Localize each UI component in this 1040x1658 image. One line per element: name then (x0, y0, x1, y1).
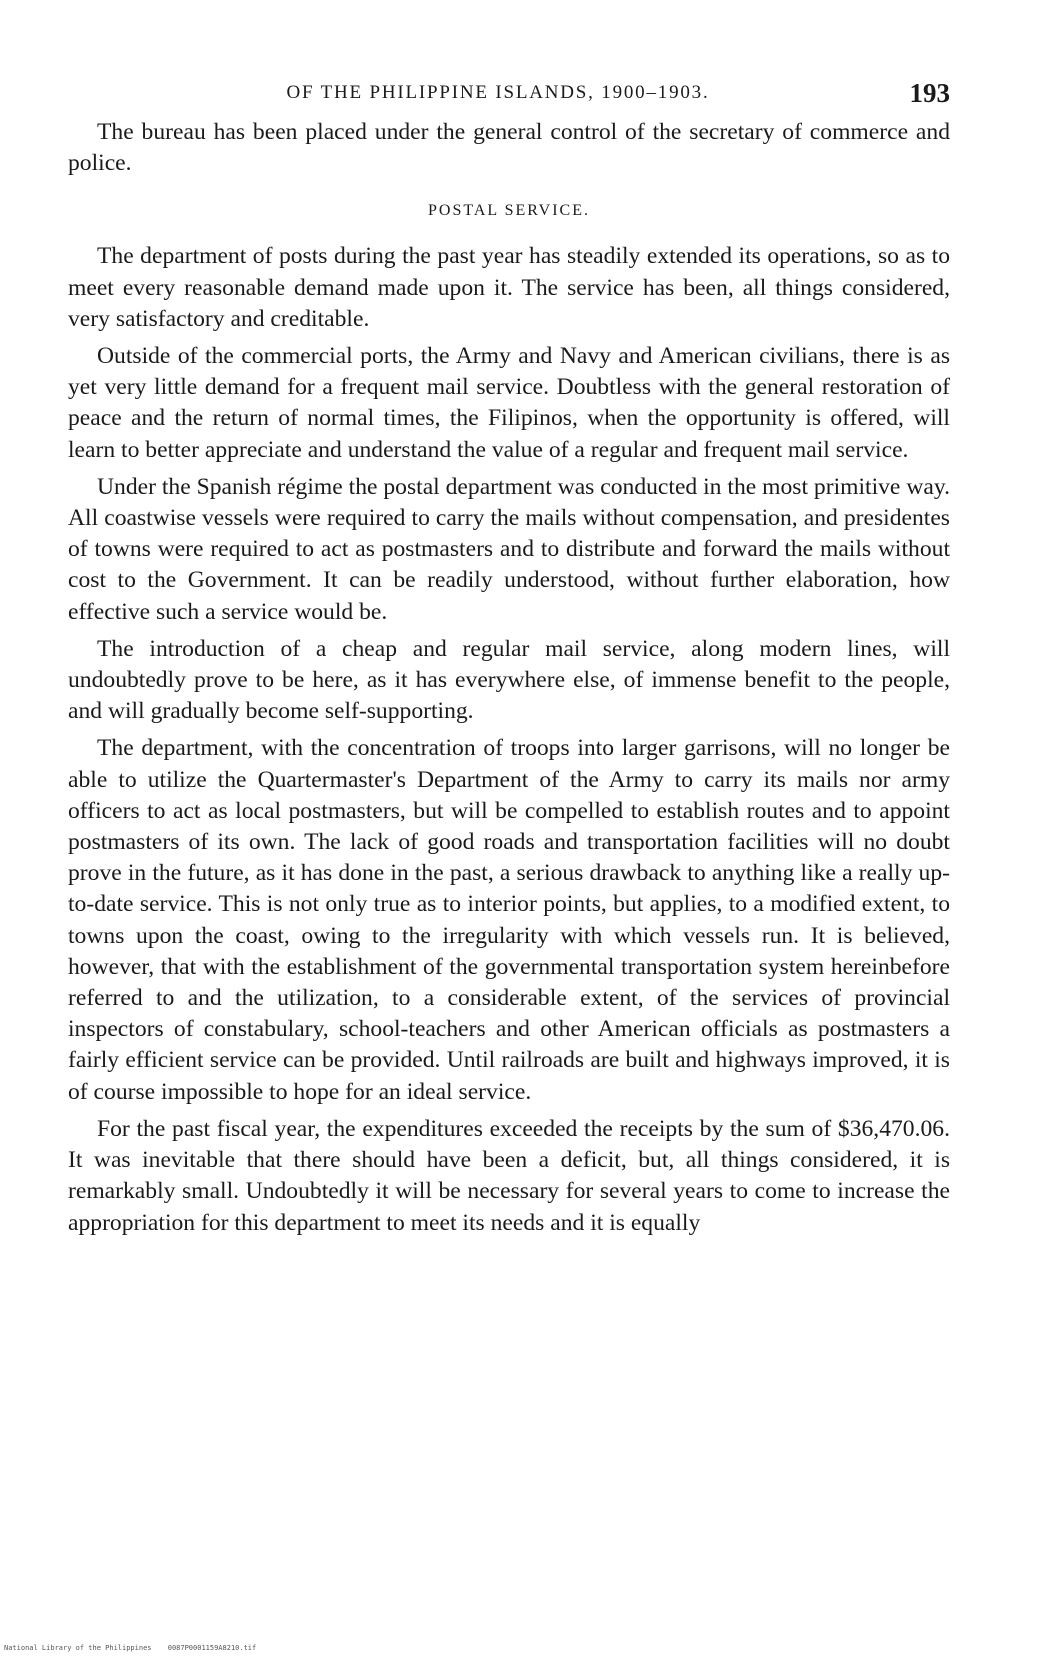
paragraph: The introduction of a cheap and regular mail service, along modern lines, will undoubtedly prove to be here, as it has everywhere else, of immense benefit to the people, and will gradually become self-supporting. (68, 635, 950, 725)
footer-library: National Library of the Philippines (4, 1644, 152, 1652)
paragraph: The bureau has been placed under the general control of the secretary of commerce and police. (68, 119, 950, 177)
scan-footer (4, 1644, 268, 1652)
page-number: 193 (909, 78, 950, 108)
footer-file-id: 0087P0001159A8210.tif (167, 1644, 257, 1652)
paragraph: For the past fiscal year, the expenditures exceeded the receipts by the sum of $36,470.06. It was inevitable that there should have been a deficit, but, all things considered, it is remarkably small. Undoubtedly it will be necessary for several years to come to increase the appropriation for this department to meet its needs and it is equally (68, 1115, 950, 1236)
section-heading-postal-service: POSTAL SERVICE. (428, 202, 590, 220)
paragraph: The department, with the concentration of troops into larger garrisons, will no longer be able to utilize the Quartermaster's Department of the Army to carry its mails nor army officers to act as local postmasters, but will be compelled to establish routes and to appoint postmasters of its own. The lack of good roads and transportation facilities will no doubt prove in the future, as it has done in the past, a serious drawback to anything like a really up-to-date service. This is not only true as to interior points, but applies, to a modified extent, to towns upon the coast, owing to the irregularity with which vessels run. It is believed, however, that with the establishment of the governmental transportation system hereinbefore referred to and the utilization, to a considerable extent, of the services of provincial inspectors of constabulary, school-teachers and other American officials as postmasters a fairly efficient service can be provided. Until railroads are built and highways improved, it is of course impossible to hope for an ideal service. (68, 735, 950, 1105)
running-head (68, 78, 950, 108)
body-text (68, 117, 950, 1239)
paragraph: Under the Spanish régime the postal department was conducted in the most primitive way. All coastwise vessels were required to carry the mails without compensation, and presidentes of towns were required to act as postmasters and to distribute and forward the mails without cost to the Government. It can be readily understood, without further elaboration, how effective such a service would be. (68, 473, 950, 625)
paragraph: Outside of the commercial ports, the Army and Navy and American civilians, there is as yet very little demand for a frequent mail service. Doubtless with the general restoration of peace and the return of normal times, the Filipinos, when the opportunity is offered, will learn to better appreciate and understand the value of a regular and frequent mail service. (68, 343, 950, 463)
running-title: OF THE PHILIPPINE ISLANDS, 1900–1903. (286, 82, 710, 103)
paragraph: The department of posts during the past year has steadily extended its operations, so as to meet every reasonable demand made upon it. The service has been, all things considered, very satisfactory and creditable. (68, 243, 950, 332)
